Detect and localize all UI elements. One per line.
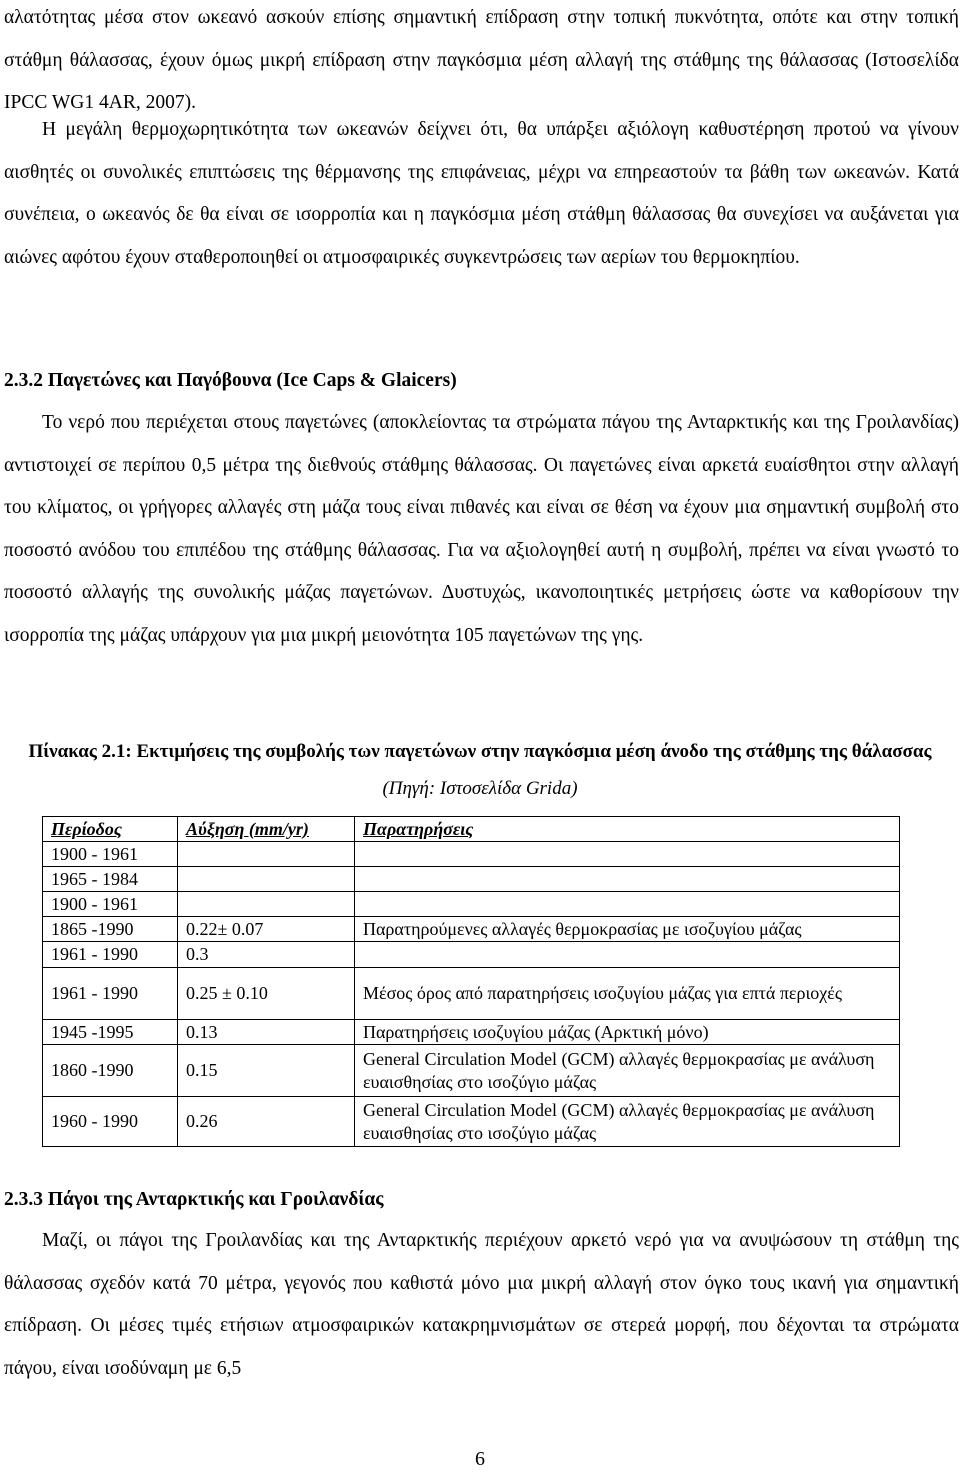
table-header-row: [43, 817, 900, 842]
table-row: [43, 942, 900, 968]
cell-remarks: General Circulation Model (GCM) αλλαγές θερμοκρασίας με ανάλυση ευαισθησίας στο ισοζύγιο μάζας: [355, 1097, 900, 1147]
section-heading-2-3-3: 2.3.3 Πάγοι της Ανταρκτικής και Γροιλανδίας: [4, 1189, 384, 1210]
cell-period: 1900 - 1961: [43, 842, 178, 867]
table-source: (Πηγή: Ιστοσελίδα Grida): [382, 778, 578, 799]
cell-period: 1960 - 1990: [43, 1097, 178, 1147]
cell-remarks: [355, 942, 900, 968]
cell-period: 1945 -1995: [43, 1020, 178, 1045]
section-heading-2-3-2: 2.3.2 Παγετώνες και Παγόβουνα (Ice Caps & Glaicers): [4, 370, 457, 391]
paragraph-glaciers: Το νερό που περιέχεται στους παγετώνες (αποκλείοντας τα στρώματα πάγου της Ανταρκτικής και της Γροιλανδίας) αντιστοιχεί σε περίπου 0,5 μέτρα της διεθνούς στάθμης θάλασσας. Οι παγετώνες είναι αρκετά ευαίσθητοι στην αλλαγή του κλίματος, οι γρήγορες αλλαγές στη μάζα τους είναι πιθανές και είναι σε θέση να έχουν μια σημαντική συμβολή στο ποσοστό ανόδου του επιπέδου της στάθμης θάλασσας. Για να αξιολογηθεί αυτή η συμβολή, πρέπει να είναι γνωστό το ποσοστό αλλαγής της συνολικής μάζας παγετώνων. Δυστυχώς, ικανοποιητικές μετρήσεις ώστε να καθορίσουν την ισορροπία της μάζας υπάρχουν για μια μικρή μειονότητα 105 παγετώνων της γης.: [4, 412, 959, 646]
cell-period: 1965 - 1984: [43, 867, 178, 892]
table-caption: Πίνακας 2.1: Εκτιμήσεις της συμβολής των παγετώνων στην παγκόσμια μέση άνοδο της στάθμης της θάλασσας (Πηγή: Ιστοσελίδα Grida): [28, 741, 932, 799]
header-increase: Αύξηση (mm/yr): [178, 817, 355, 842]
table-row: [43, 1020, 900, 1045]
table-row: [43, 842, 900, 867]
paragraph-salinity: αλατότητας μέσα στον ωκεανό ασκούν επίσης σημαντική επίδραση στην τοπική πυκνότητα, οπότε και στην τοπική στάθμη θάλασσας, έχουν όμως μικρή επίδραση στην παγκόσμια μέση αλλαγή της στάθμης της θάλασσας (Ιστοσελίδα IPCC WG1 4AR, 2007).: [4, 7, 959, 114]
cell-remarks: Μέσος όρος από παρατηρήσεις ισοζυγίου μάζας για επτά περιοχές: [355, 968, 900, 1020]
cell-increase: 0.3: [178, 942, 355, 968]
table-row: [43, 968, 900, 1020]
cell-remarks: General Circulation Model (GCM) αλλαγές θερμοκρασίας με ανάλυση ευαισθησίας στο ισοζύγιο μάζας: [355, 1045, 900, 1097]
cell-increase: 0.22± 0.07: [178, 917, 355, 942]
table-row: [43, 867, 900, 892]
cell-remarks: [355, 842, 900, 867]
cell-increase: 0.25 ± 0.10: [178, 968, 355, 1020]
cell-increase: [178, 867, 355, 892]
page-number: 6: [475, 1448, 485, 1470]
glacier-contribution-table: [42, 816, 900, 1147]
header-period: Περίοδος: [43, 817, 178, 842]
cell-period: 1900 - 1961: [43, 892, 178, 917]
cell-period: 1961 - 1990: [43, 942, 178, 968]
table-row: [43, 1045, 900, 1097]
paragraph-ice-sheets: Μαζί, οι πάγοι της Γροιλανδίας και της Ανταρκτικής περιέχουν αρκετό νερό για να ανυψώσουν τη στάθμη της θάλασσας σχεδόν κατά 70 μέτρα, γεγονός που καθιστά μόνο μια μικρή αλλαγή στον όγκο τους ικανή για σημαντική επίδραση. Οι μέσες τιμές ετήσιων ατμοσφαιρικών κατακρημνισμάτων σε στερεά μορφή, που δέχονται τα στρώματα πάγου, είναι ισοδύναμη με 6,5: [4, 1230, 959, 1379]
cell-increase: 0.15: [178, 1045, 355, 1097]
header-remarks: Παρατηρήσεις: [355, 817, 900, 842]
cell-remarks: [355, 892, 900, 917]
cell-increase: 0.13: [178, 1020, 355, 1045]
cell-remarks: Παρατηρούμενες αλλαγές θερμοκρασίας με ισοζυγίου μάζας: [355, 917, 900, 942]
cell-increase: 0.26: [178, 1097, 355, 1147]
table-row: [43, 917, 900, 942]
table-row: [43, 1097, 900, 1147]
cell-period: 1865 -1990: [43, 917, 178, 942]
cell-increase: [178, 892, 355, 917]
cell-remarks: [355, 867, 900, 892]
cell-remarks: Παρατηρήσεις ισοζυγίου μάζας (Αρκτική μόνο): [355, 1020, 900, 1045]
table-row: [43, 892, 900, 917]
paragraph-heat-capacity: Η μεγάλη θερμοχωρητικότητα των ωκεανών δείχνει ότι, θα υπάρξει αξιόλογη καθυστέρηση προτού να γίνουν αισθητές οι συνολικές επιπτώσεις της θέρμανσης της επιφάνειας, μέχρι να επηρεαστούν τα βάθη των ωκεανών. Κατά συνέπεια, ο ωκεανός δε θα είναι σε ισορροπία και η παγκόσμια μέση στάθμη θάλασσας θα συνεχίσει να αυξάνεται για αιώνες αφότου έχουν σταθεροποιηθεί οι ατμοσφαιρικές συγκεντρώσεις των αερίων του θερμοκηπίου.: [4, 119, 959, 268]
cell-increase: [178, 842, 355, 867]
cell-period: 1961 - 1990: [43, 968, 178, 1020]
cell-period: 1860 -1990: [43, 1045, 178, 1097]
